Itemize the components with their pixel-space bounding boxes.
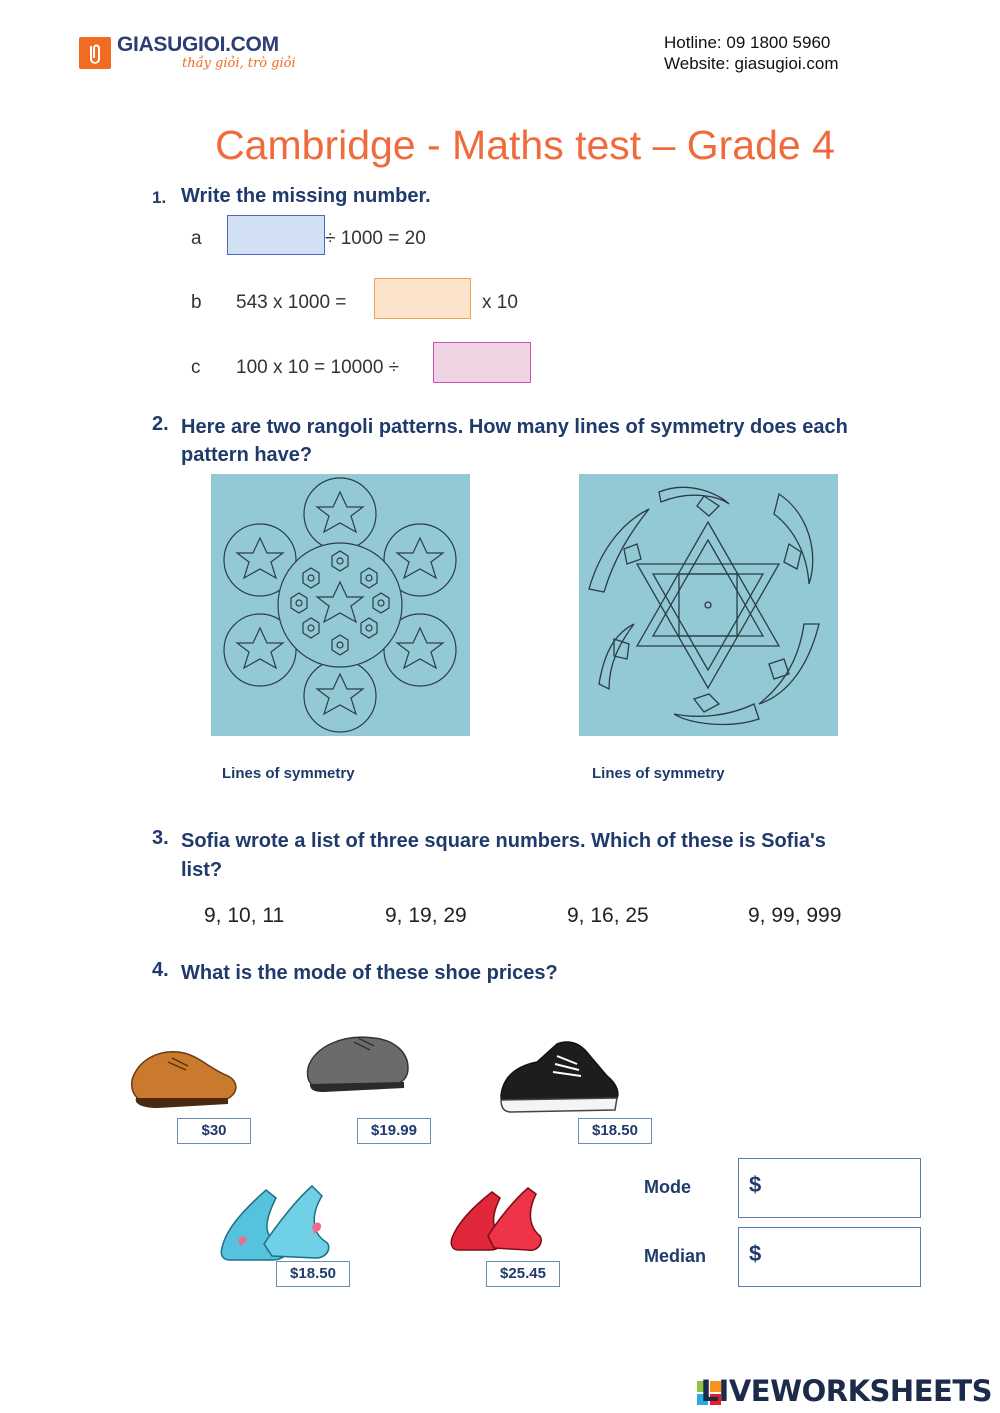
q1b-answer-input[interactable] bbox=[374, 278, 471, 319]
q1-text: Write the missing number. bbox=[181, 185, 431, 207]
q1c-letter: c bbox=[191, 357, 201, 378]
q3-option-1[interactable]: 9, 10, 11 bbox=[204, 904, 285, 927]
mode-label: Mode bbox=[644, 1177, 691, 1197]
mode-currency: $ bbox=[749, 1172, 762, 1197]
q1a-letter: a bbox=[191, 228, 202, 249]
price-tag-red-heels: $25.45 bbox=[486, 1261, 560, 1287]
website: Website: giasugioi.com bbox=[664, 54, 839, 73]
brown-shoe-image bbox=[128, 1040, 240, 1114]
brand-name: GIASUGIOI.COM bbox=[117, 33, 279, 56]
price-tag-blue-heels: $18.50 bbox=[276, 1261, 350, 1287]
q1b-suffix: x 10 bbox=[482, 292, 518, 313]
page-title: Cambridge - Maths test – Grade 4 bbox=[215, 122, 835, 168]
q2-text-line2: pattern have? bbox=[181, 444, 313, 466]
q1b-expression: 543 x 1000 = bbox=[236, 292, 347, 313]
brand-logo-icon bbox=[79, 37, 111, 69]
rangoli-flower-pattern-image bbox=[211, 474, 470, 736]
liveworksheets-watermark: LIVEWORKSHEETS bbox=[700, 1374, 992, 1408]
q3-number: 3. bbox=[152, 827, 169, 849]
sneaker-image bbox=[497, 1036, 623, 1120]
q2-text-line1: Here are two rangoli patterns. How many lines of symmetry does each bbox=[181, 416, 848, 438]
price-tag-sneaker: $18.50 bbox=[578, 1118, 652, 1144]
price-tag-grey-shoe: $19.99 bbox=[357, 1118, 431, 1144]
brand-tagline: thầy giỏi, trò giỏi bbox=[182, 56, 296, 71]
q2-number: 2. bbox=[152, 413, 169, 435]
median-currency: $ bbox=[749, 1241, 762, 1266]
price-tag-brown-shoe: $30 bbox=[177, 1118, 251, 1144]
hotline: Hotline: 09 1800 5960 bbox=[664, 33, 831, 52]
q3-text-line1: Sofia wrote a list of three square numbers. Which of these is Sofia's bbox=[181, 830, 826, 852]
q4-text: What is the mode of these shoe prices? bbox=[181, 962, 558, 984]
q3-option-3[interactable]: 9, 16, 25 bbox=[567, 904, 649, 927]
median-answer-field[interactable] bbox=[738, 1227, 921, 1287]
q1b-letter: b bbox=[191, 292, 202, 313]
q3-text-line2: list? bbox=[181, 859, 223, 881]
q3-option-4[interactable]: 9, 99, 999 bbox=[748, 904, 842, 927]
q4-number: 4. bbox=[152, 959, 169, 981]
symmetry-label-left: Lines of symmetry bbox=[222, 765, 355, 782]
q3-option-2[interactable]: 9, 19, 29 bbox=[385, 904, 467, 927]
red-heels-image bbox=[448, 1180, 544, 1258]
contact-info bbox=[664, 32, 839, 74]
q1c-expression: 100 x 10 = 10000 ÷ bbox=[236, 357, 400, 378]
q1a-answer-input[interactable] bbox=[227, 215, 325, 255]
q1a-expression: ÷ 1000 = 20 bbox=[325, 228, 426, 249]
q1c-answer-input[interactable] bbox=[433, 342, 531, 383]
symmetry-label-right: Lines of symmetry bbox=[592, 765, 725, 782]
rangoli-star-pattern-image bbox=[579, 474, 838, 736]
median-label: Median bbox=[644, 1246, 707, 1266]
q1-number: 1. bbox=[152, 188, 167, 207]
blue-heels-image bbox=[216, 1178, 336, 1266]
grey-shoe-image bbox=[304, 1028, 412, 1100]
mode-answer-field[interactable] bbox=[738, 1158, 921, 1218]
